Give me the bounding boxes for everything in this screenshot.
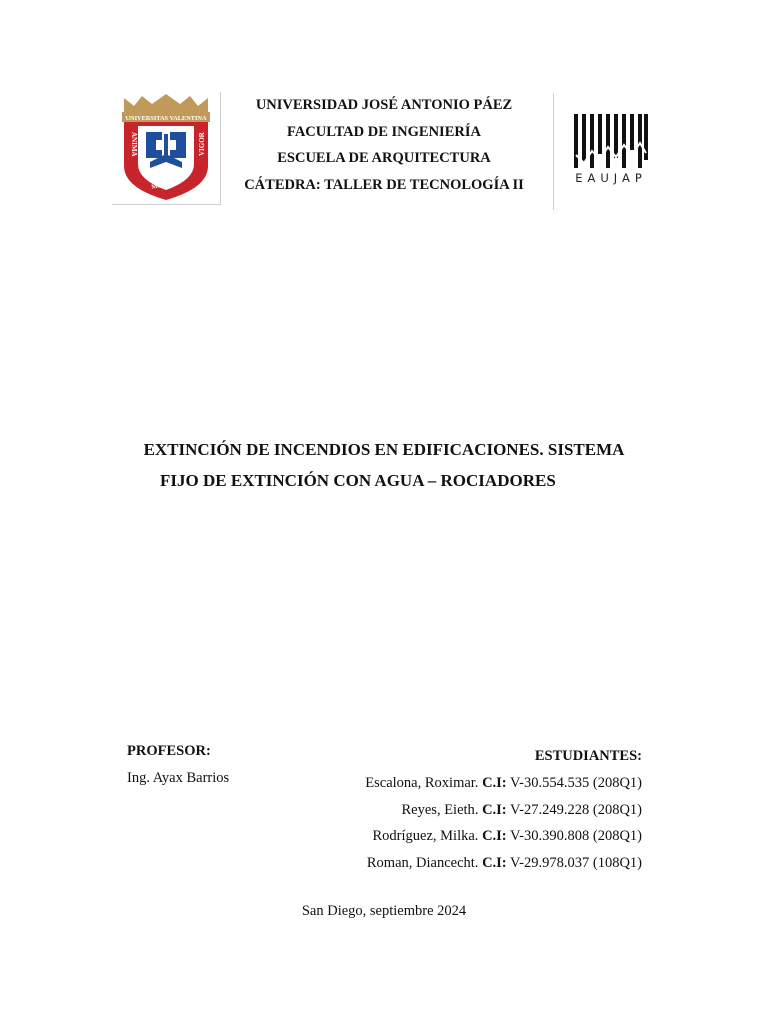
ci-label: C.I: [482,855,507,872]
student-ci: V-30.390.808 (208Q1) [510,828,642,845]
student-ci: V-27.249.228 (208Q1) [510,801,642,818]
student-row [365,823,642,850]
student-name: Roman, Diancecht. [366,855,479,872]
header-divider [553,93,554,210]
professor-name: Ing. Ayax Barrios [127,770,230,786]
logo-bottom-text: MENS ET [150,178,181,191]
logo-right-text: VIGOR [198,132,206,156]
ci-label: C.I: [482,828,507,845]
logo-left-text: ANIMA [130,132,138,157]
university-shield-emblem-icon [112,92,220,204]
university-name: UNIVERSIDAD JOSÉ ANTONIO PÁEZ [255,97,513,113]
ci-label: C.I: [482,801,507,818]
institution-header [224,92,544,198]
student-row [365,770,642,797]
student-row [365,850,642,877]
place-date: San Diego, septiembre 2024 [301,903,467,919]
students-block [365,743,642,877]
document-title-line1: EXTINCIÓN DE INCENDIOS EN EDIFICACIONES. SISTEMA [143,440,625,459]
student-name: Escalona, Roximar. [365,774,479,791]
student-ci: V-29.978.037 (108Q1) [510,855,642,872]
logo-banner-text: UNIVERSITAS VALENTINA [125,115,207,122]
eaujap-caption: EAUJAP [575,171,647,185]
chair-name: CÁTEDRA: TALLER DE TECNOLOGÍA II [244,176,524,193]
student-row [365,797,642,824]
university-logo [112,92,221,205]
students-label: ESTUDIANTES: [534,748,642,764]
professor-label: PROFESOR: [127,743,211,759]
student-name: Reyes, Eieth. [401,801,479,818]
eaujap-logo [573,113,649,189]
eaujap-barcode-emblem-icon [573,113,649,171]
document-title-line2: FIJO DE EXTINCIÓN CON AGUA – ROCIADORES [160,471,556,490]
faculty-name: FACULTAD DE INGENIERÍA [287,123,481,140]
ci-label: C.I: [482,774,507,791]
student-name: Rodríguez, Milka. [372,828,479,845]
school-name: ESCUELA DE ARQUITECTURA [277,150,491,167]
student-ci: V-30.554.535 (208Q1) [510,774,642,791]
